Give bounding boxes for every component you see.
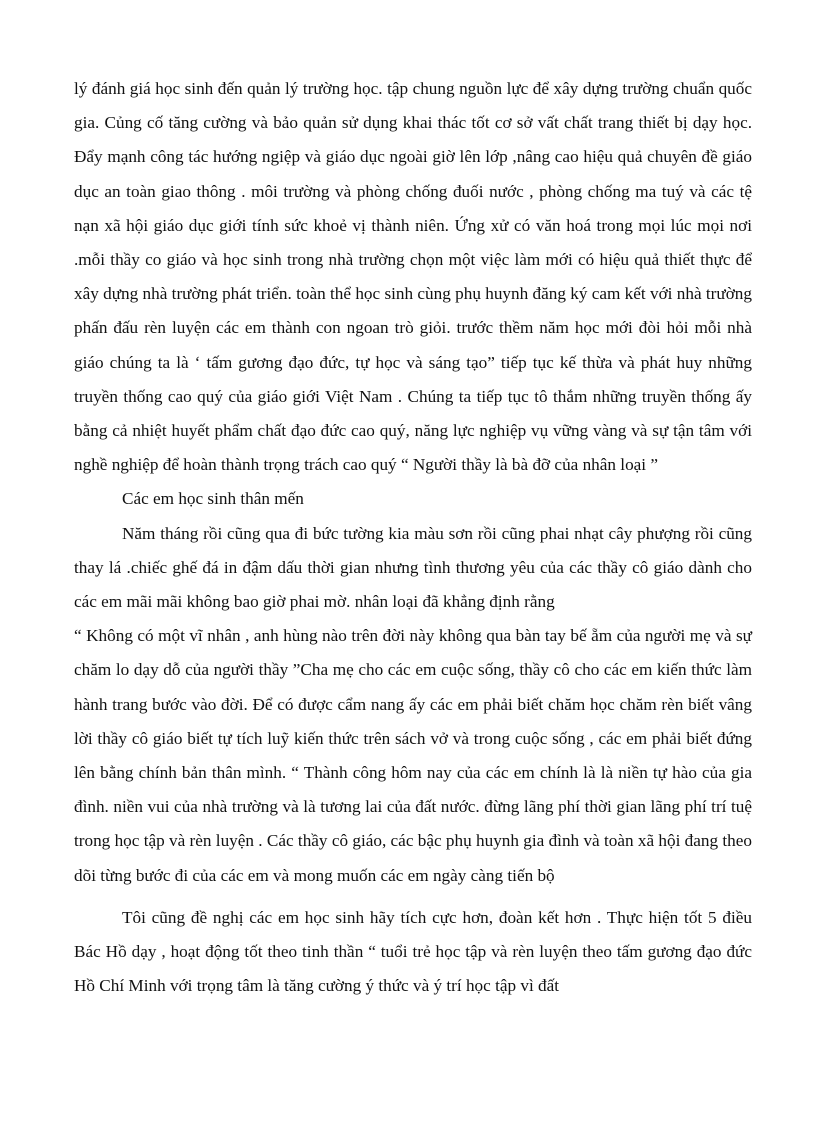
paragraph-quote: “ Không có một vĩ nhân , anh hùng nào trên đời này không qua bàn tay bế ẵm của người mẹ và sự chăm lo dạy dỗ của người thầy ”Cha mẹ cho các em cuộc sống, thầy cô cho các em kiến thức làm hành trang bước vào đời. Để có được cẩm nang ấy các em phải biết chăm học chăm rèn biết vâng lời thầy cô giáo biết tự tích luỹ kiến thức trên sách vở và trong cuộc sống , các em phải biết đứng lên bằng chính bản thân mình. “ Thành công hôm nay của các em chính là là niền tự hào của gia đình. niền vui của nhà trường và là tương lai của đất nước. đừng lãng phí thời gian lãng phí trí tuệ trong học tập và rèn luyện . Các thầy cô giáo, các bậc phụ huynh gia đình và toàn xã hội đang theo dõi từng bước đi của các em và mong muốn các em ngày càng tiến bộ xyxy=(74,626,752,885)
document-page xyxy=(74,72,752,1003)
paragraph-greeting: Các em học sinh thân mến xyxy=(122,489,304,509)
paragraph-intro: lý đánh giá học sinh đến quản lý trường học. tập chung nguồn lực để xây dựng trường chuẩn quốc gia. Củng cố tăng cường và bảo quản sử dụng khai thác tốt cơ sở vất chất trang thiết bị dạy học. Đẩy mạnh công tác hướng ngiệp và giáo dục ngoài giờ lên lớp ,nâng cao hiệu quả chuyên đề giáo dục an toàn giao thông . môi trường và phòng chống đuối nước , phòng chống ma tuý và các tệ nạn xã hội giáo dục giới tính sức khoẻ vị thành niên. Ứng xử có văn hoá trong mọi lúc mọi nơi .mỗi thầy co giáo và học sinh trong nhà trường chọn một việc làm mới có hiệu quả thiết thực để xây dựng nhà trường phát triển. toàn thể học sinh cùng phụ huynh đăng ký cam kết với nhà trường phấn đấu rèn luyện các em thành con ngoan trò giỏi. trước thềm năm học mới đòi hỏi mỗi nhà giáo chúng ta là ‘ tấm gương đạo đức, tự học và sáng tạo” tiếp tục kế thừa và phát huy những truyền thống cao quý của giáo giới Việt Nam . Chúng ta tiếp tục tô thắm những truyền thống ấy bằng cả nhiệt huyết phẩm chất đạo đức cao quý, năng lực nghiệp vụ vững vàng và sự tận tâm với nghề nghiệp để hoàn thành trọng trách cao quý “ Người thầy là bà đỡ của nhân loại ” xyxy=(74,79,752,475)
paragraph-request: Tôi cũng đề nghị các em học sinh hãy tích cực hơn, đoàn kết hơn . Thực hiện tốt 5 điều Bác Hồ dạy , hoạt động tốt theo tinh thần “ tuổi trẻ học tập và rèn luyện theo tấm gương đạo đức Hồ Chí Minh với trọng tâm là tăng cường ý thức và ý trí học tập vì đất xyxy=(74,907,752,996)
paragraph-seasons: Năm tháng rồi cũng qua đi bức tường kia màu sơn rồi cũng phai nhạt cây phượng rồi cũng thay lá .chiếc ghế đá in đậm dấu thời gian nhưng tình thương yêu của các thầy cô giáo dành cho các em mãi mãi không bao giờ phai mờ. nhân loại đã khẳng định rằng xyxy=(74,523,752,612)
